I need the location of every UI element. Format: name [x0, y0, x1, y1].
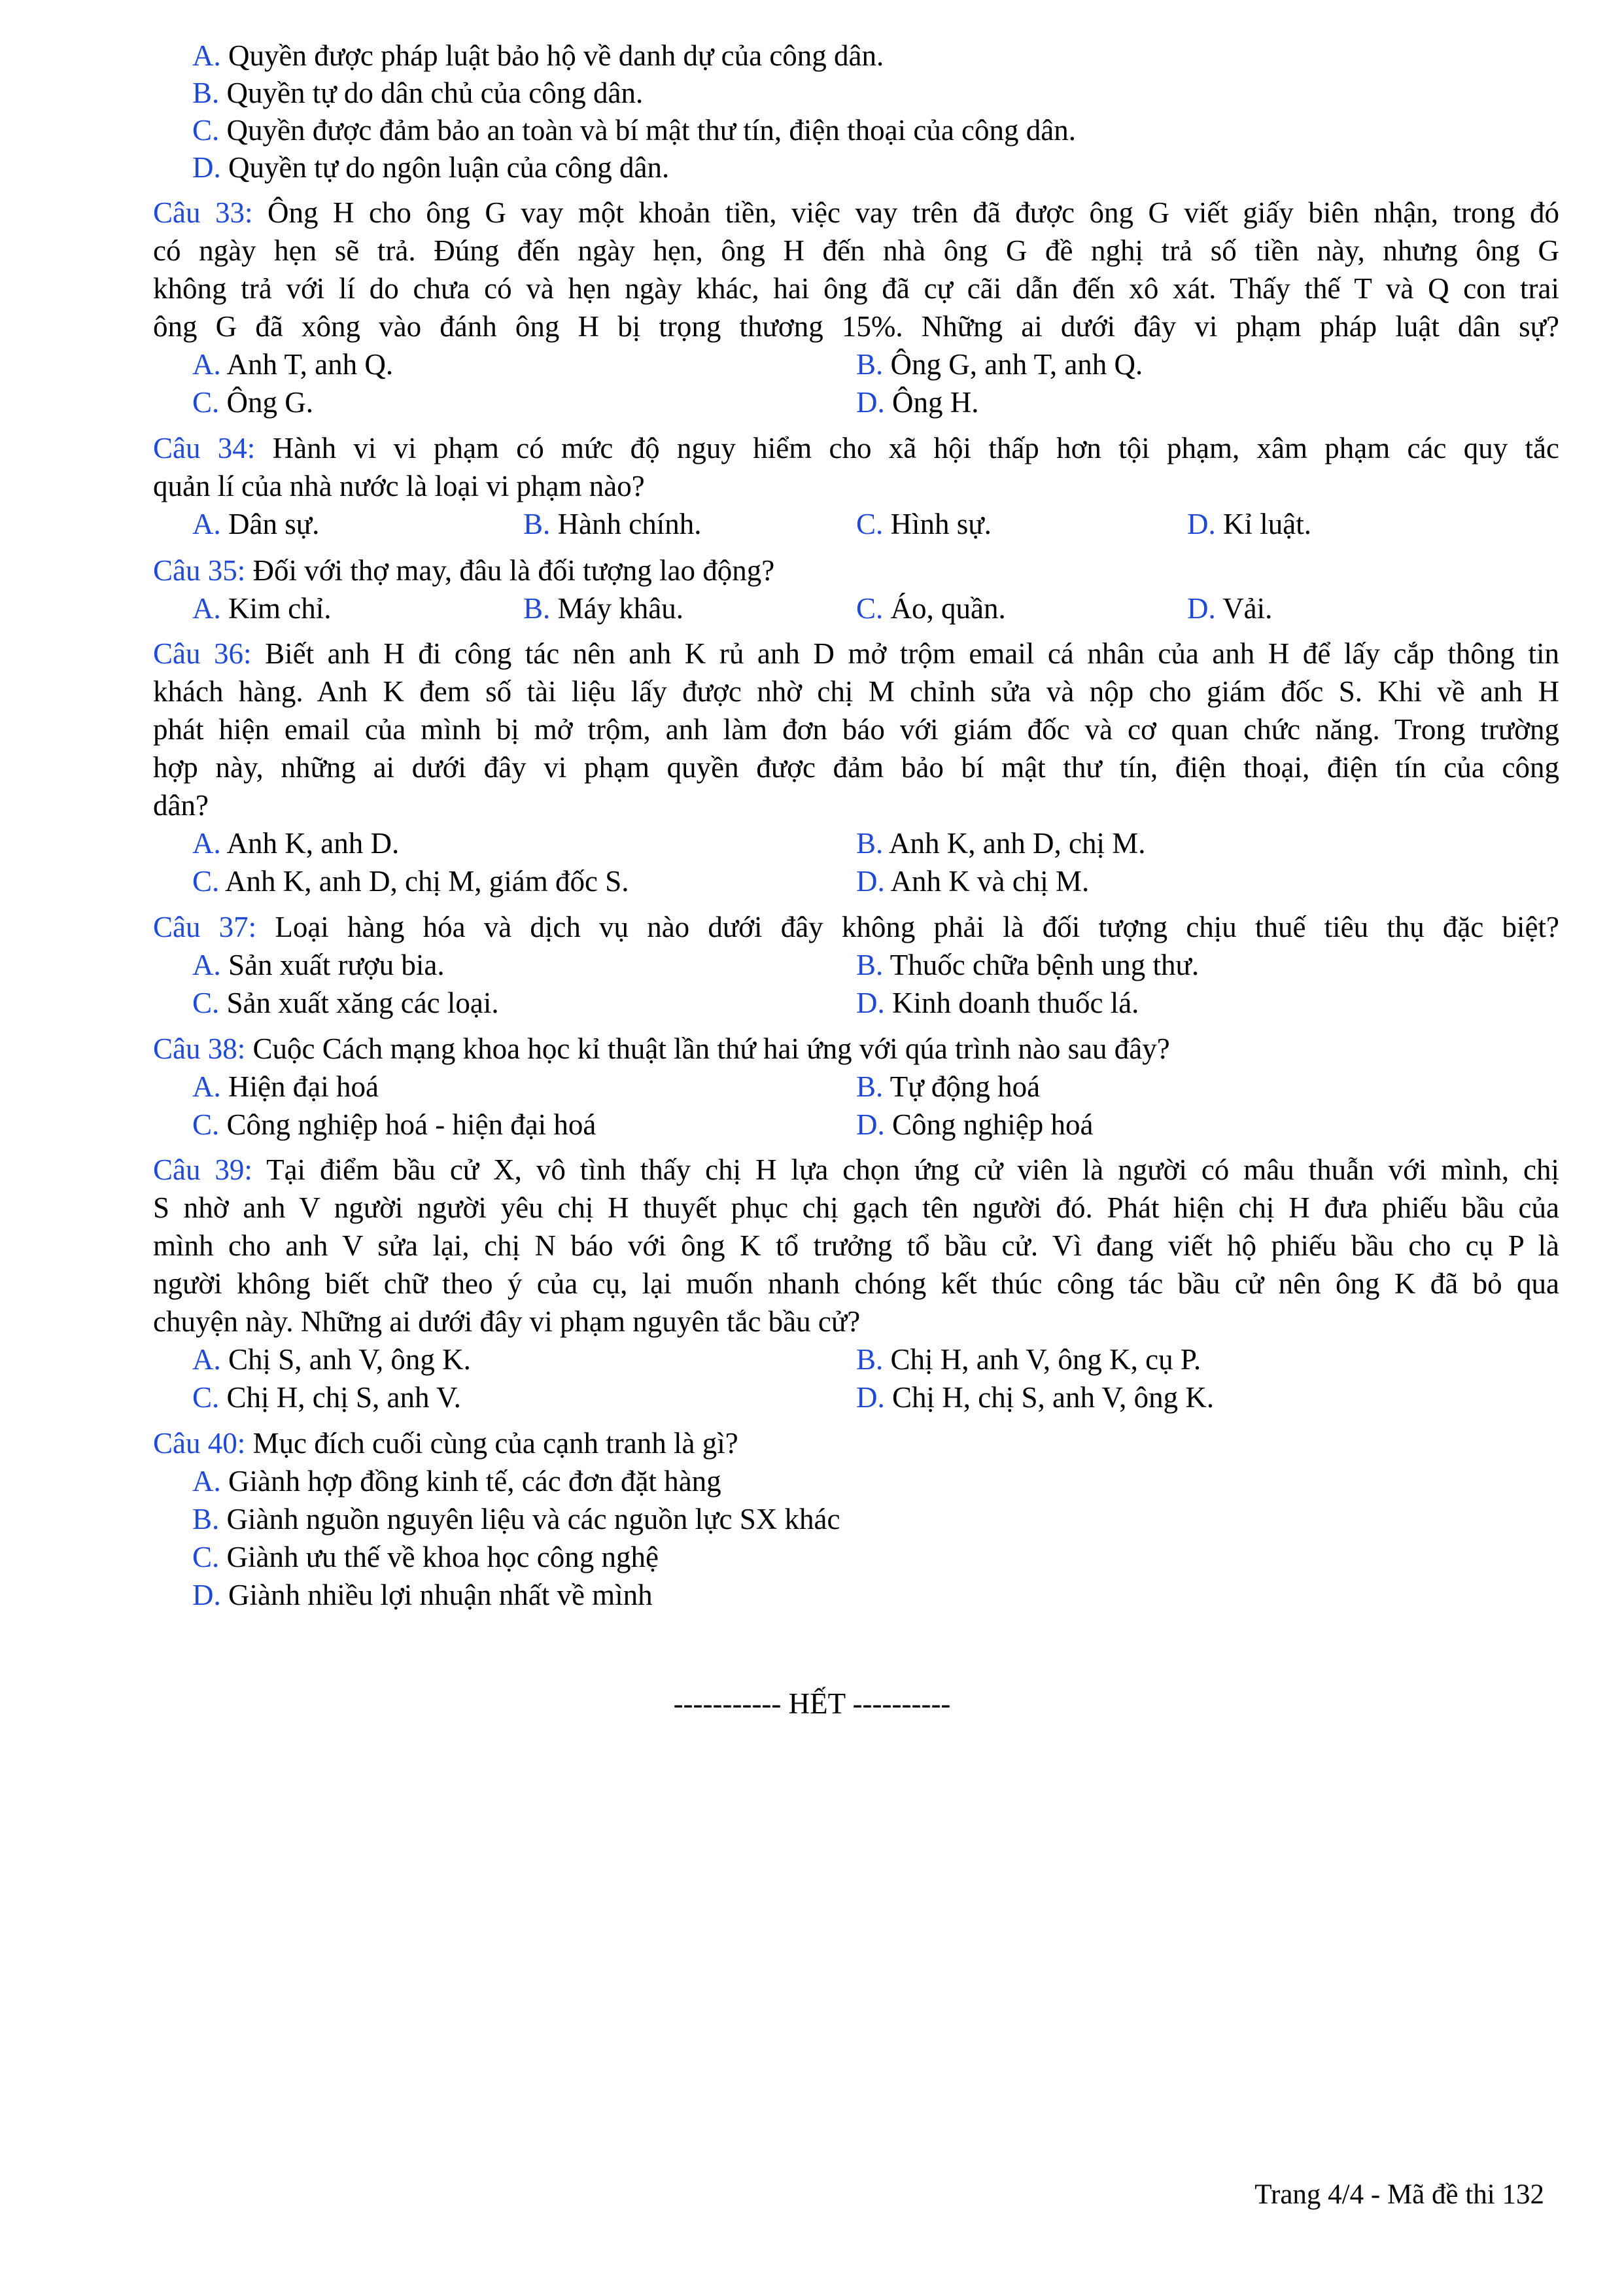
page-footer: Trang 4/4 - Mã đề thi 132: [1254, 2179, 1544, 2210]
q33-option-a: A. Anh T, anh Q.: [192, 348, 394, 381]
q40-stem-line-1: Câu 40: Mục đích cuối cùng của cạnh tranh là gì?: [153, 1427, 738, 1460]
q37-stem-line-1: Câu 37: Loại hàng hóa và dịch vụ nào dưới đây không phải là đối tượng chịu thuế tiêu thụ đặc biệt?: [153, 911, 1560, 943]
q39-option-d: D. Chị H, chị S, anh V, ông K.: [856, 1381, 1215, 1414]
q35-option-d: D. Vải.: [1187, 592, 1273, 625]
q32-option-c: C. Quyền được đảm bảo an toàn và bí mật thư tín, điện thoại của công dân.: [192, 114, 1076, 147]
q36-stem-line-5: dân?: [153, 789, 209, 822]
q36-option-b: B. Anh K, anh D, chị M.: [856, 827, 1146, 860]
q37-option-b: B. Thuốc chữa bệnh ung thư.: [856, 949, 1200, 981]
q34-stem-line-2: quản lí của nhà nước là loại vi phạm nào?: [153, 470, 645, 502]
q39-stem-line-3: mình cho anh V sửa lại, chị N báo với ông K tổ trưởng tổ bầu cử. Vì đang viết hộ phiếu bầu cho cụ P là: [153, 1229, 1559, 1262]
q36-stem-line-2: khách hàng. Anh K đem số tài liệu lấy được nhờ chị M chỉnh sửa và nộp cho giám đốc S. Khi về anh H: [153, 675, 1559, 708]
q33-stem-line-4: ông G đã xông vào đánh ông H bị trọng thương 15%. Những ai dưới đây vi phạm pháp luật dân sự?: [153, 310, 1559, 343]
q36-stem-line-3: phát hiện email của mình bị mở trộm, anh làm đơn báo với giám đốc và cơ quan chức năng. Trong trường: [153, 713, 1559, 746]
q35-stem-line-1: Câu 35: Đối với thợ may, đâu là đối tượng lao động?: [153, 554, 775, 587]
end-marker: ----------- HẾT ----------: [673, 1687, 951, 1720]
q32-option-d: D. Quyền tự do ngôn luận của công dân.: [192, 151, 670, 184]
q40-option-a: A. Giành hợp đồng kinh tế, các đơn đặt hàng: [192, 1465, 721, 1498]
q38-option-d: D. Công nghiệp hoá: [856, 1108, 1094, 1141]
q34-option-d: D. Kỉ luật.: [1187, 508, 1311, 540]
q39-option-a: A. Chị S, anh V, ông K.: [192, 1343, 471, 1376]
q38-option-c: C. Công nghiệp hoá - hiện đại hoá: [192, 1108, 596, 1141]
q36-option-a: A. Anh K, anh D.: [192, 827, 400, 860]
q39-stem-line-1: Câu 39: Tại điểm bầu cử X, vô tình thấy chị H lựa chọn ứng cử viên là người có mâu thuẫn với mình, chị: [153, 1153, 1559, 1186]
q34-stem-line-1: Câu 34: Hành vi vi phạm có mức độ nguy hiểm cho xã hội thấp hơn tội phạm, xâm phạm các quy tắc: [153, 432, 1559, 464]
q34-option-a: A. Dân sự.: [192, 508, 320, 540]
q37-option-d: D. Kinh doanh thuốc lá.: [856, 987, 1139, 1019]
q33-stem-line-3: không trả với lí do chưa có và hẹn ngày khác, hai ông đã cự cãi dẫn đến xô xát. Thấy thế T và Q con trai: [153, 272, 1559, 305]
q35-option-a: A. Kim chỉ.: [192, 592, 332, 625]
q33-option-d: D. Ông H.: [856, 386, 979, 419]
q33-stem-line-1: Câu 33: Ông H cho ông G vay một khoản tiền, việc vay trên đã được ông G viết giấy biên nhận, trong đó: [153, 196, 1559, 229]
q38-option-b: B. Tự động hoá: [856, 1070, 1041, 1103]
q39-stem-line-5: chuyện này. Những ai dưới đây vi phạm nguyên tắc bầu cử?: [153, 1305, 861, 1338]
q33-stem-line-2: có ngày hẹn sẽ trả. Đúng đến ngày hẹn, ông H đến nhà ông G đề nghị trả số tiền này, nhưng ông G: [153, 234, 1559, 267]
q36-option-d: D. Anh K và chị M.: [856, 865, 1090, 898]
q40-option-b: B. Giành nguồn nguyên liệu và các nguồn lực SX khác: [192, 1503, 840, 1535]
q34-option-c: C. Hình sự.: [856, 508, 992, 540]
q39-option-c: C. Chị H, chị S, anh V.: [192, 1381, 461, 1414]
q37-option-a: A. Sản xuất rượu bia.: [192, 949, 445, 981]
q32-option-a: A. Quyền được pháp luật bảo hộ về danh dự của công dân.: [192, 39, 884, 72]
q40-option-d: D. Giành nhiều lợi nhuận nhất về mình: [192, 1579, 653, 1611]
q35-option-c: C. Áo, quần.: [856, 592, 1006, 625]
q34-option-b: B. Hành chính.: [523, 508, 702, 540]
q38-option-a: A. Hiện đại hoá: [192, 1070, 379, 1103]
q40-option-c: C. Giành ưu thế về khoa học công nghệ: [192, 1541, 659, 1573]
q38-stem-line-1: Câu 38: Cuộc Cách mạng khoa học kỉ thuật lần thứ hai ứng với qúa trình nào sau đây?: [153, 1032, 1170, 1065]
q39-stem-line-4: người không biết chữ theo ý của cụ, lại muốn nhanh chóng kết thúc công tác bầu cử nên ông K đã bỏ qua: [153, 1267, 1559, 1300]
q36-stem-line-4: hợp này, những ai dưới đây vi phạm quyền được đảm bảo bí mật thư tín, điện thoại, điện tín của công: [153, 751, 1559, 784]
q36-stem-line-1: Câu 36: Biết anh H đi công tác nên anh K rủ anh D mở trộm email cá nhân của anh H để lấy cắp thông tin: [153, 637, 1559, 670]
q33-option-b: B. Ông G, anh T, anh Q.: [856, 348, 1143, 381]
q39-option-b: B. Chị H, anh V, ông K, cụ P.: [856, 1343, 1201, 1376]
q35-option-b: B. Máy khâu.: [523, 592, 683, 625]
q33-option-c: C. Ông G.: [192, 386, 314, 419]
q37-option-c: C. Sản xuất xăng các loại.: [192, 987, 499, 1019]
q32-option-b: B. Quyền tự do dân chủ của công dân.: [192, 77, 644, 109]
q39-stem-line-2: S nhờ anh V người người yêu chị H thuyết phục chị gạch tên người đó. Phát hiện chị H đưa phiếu bầu của: [153, 1191, 1559, 1224]
q36-option-c: C. Anh K, anh D, chị M, giám đốc S.: [192, 865, 629, 898]
